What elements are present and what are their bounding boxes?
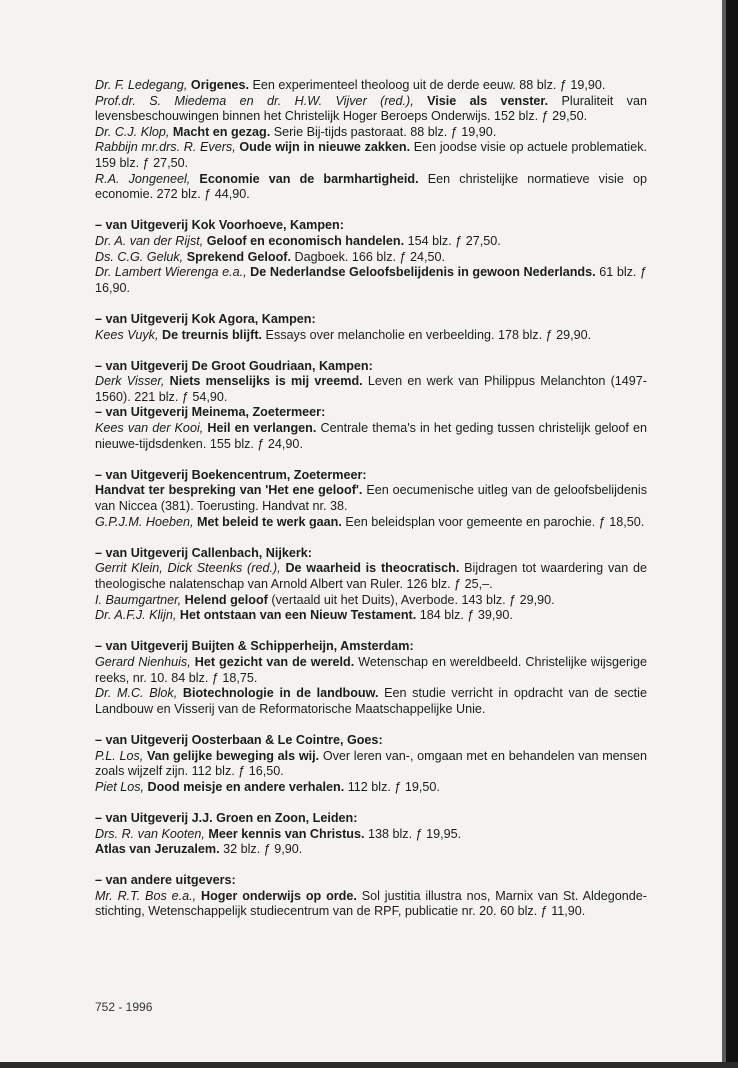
publisher-group [95,218,647,296]
book-description: Wetenschap en wereldbeeld. Christelijke wijsgerige reeks, nr. 10. 84 blz. ƒ 18,75. [95,654,648,685]
book-description: Essays over melancholie en verbeelding. 178 blz. ƒ 29,90. [265,327,592,342]
book-title: Helend geloof [184,592,268,607]
book-author: G.P.J.M. Hoeben, [95,514,194,529]
book-description: Serie Bij-tijds pastoraat. 88 blz. ƒ 19,90. [273,124,497,139]
book-author: Dr. A. van der Rijst, [95,233,204,248]
group-spacer [95,343,647,359]
book-entry [95,483,647,514]
publisher-group [95,811,647,858]
book-author: Rabbijn mr.drs. R. Evers, [95,140,236,155]
book-author: Dr. M.C. Blok, [95,686,178,701]
book-description: Een studie verricht in opdracht van de sectie Landbouw en Visserij van de Reformatorische Maatschappelijke Unie. [95,686,647,716]
book-description: Pluraliteit van levensbeschouwingen binnen het Christelijk Hoger Beroeps Onderwijs. 152 blz. ƒ 29,50. [95,93,647,124]
book-entry [95,421,647,452]
publisher-group [95,873,647,920]
book-description: Bijdragen tot waardering van de theologische nalatenschap van Arnold Albert van Ruler. 126 blz. ƒ 25,–. [95,561,648,591]
book-title: Meer kennis van Christus. [208,826,365,841]
book-entry [95,608,647,624]
book-entry [95,686,647,717]
book-title: Het gezicht van de wereld. [194,654,355,669]
book-title: De treurnis blijft. [161,327,263,342]
book-author: Kees van der Kooi, [95,421,204,436]
book-entry [95,749,647,780]
publisher-heading: – van Uitgeverij Buijten & Schipperheijn, Amsterdam: [95,639,414,654]
book-description: Over leren van-, omgaan met en behandelen van mensen zoals wijzelf zijn. 112 blz. ƒ 16,50. [95,748,647,779]
book-title: Van gelijke beweging als wij. [146,748,320,763]
publisher-group [95,546,647,624]
book-author: Prof.dr. S. Miedema en dr. H.W. Vijver (red.), [95,93,414,108]
book-author: I. Baumgartner, [95,592,182,607]
book-description: Een joodse visie op actuele problematiek. 159 blz. ƒ 27,50. [95,140,648,170]
book-description: Een oecumenische uitleg van de geloofsbelijdenis van Niccea (381). Toerusting. Handvat nr. 38. [95,483,648,514]
group-spacer [95,795,647,811]
book-entry [95,250,647,266]
book-author: Dr. Lambert Wierenga e.a., [95,265,247,280]
book-author: Kees Vuyk, [95,327,159,342]
book-author: Dr. C.J. Klop, [95,124,170,139]
book-title: De waarheid is theocratisch. [285,561,460,576]
book-title: Sprekend Geloof. [186,249,291,264]
publisher-group [95,733,647,795]
group-spacer [95,858,647,874]
book-author: R.A. Jongeneel, [95,171,191,186]
book-entry [95,827,647,843]
publisher-group [95,359,647,406]
publisher-heading: – van Uitgeverij Meinema, Zoetermeer: [95,405,326,420]
book-author: Gerrit Klein, Dick Steenks (red.), [95,561,281,576]
book-entry [95,265,647,296]
book-entry [95,125,647,141]
book-description: Een experimenteel theoloog uit de derde eeuw. 88 blz. ƒ 19,90. [252,78,606,92]
book-description: 61 blz. ƒ 16,90. [95,265,648,295]
book-entry [95,842,647,858]
book-title: De Nederlandse Geloofsbelijdenis in gewoon Nederlands. [250,265,596,280]
book-title: Dood meisje en andere verhalen. [147,779,345,794]
book-title: Heil en verlangen. [207,421,317,436]
book-author: Drs. R. van Kooten, [95,826,205,841]
book-description: Centrale thema's in het geding tussen christelijk geloof en nieuwe-tijdsdenken. 155 blz. ƒ 24,90. [95,421,647,451]
publisher-group [95,468,647,530]
book-description: 138 blz. ƒ 19,95. [367,826,462,841]
book-entry [95,593,647,609]
book-entry [95,655,647,686]
book-author: Gerard Nienhuis, [95,654,191,669]
book-title: Biotechnologie in de landbouw. [182,686,379,701]
book-title: Niets menselijks is mij vreemd. [169,374,363,389]
publisher-heading: – van Uitgeverij Oosterbaan & Le Cointre, Goes: [95,732,383,747]
book-author: Mr. R.T. Bos e.a., [95,888,197,903]
book-title: Geloof en economisch handelen. [206,233,405,248]
book-list [95,78,647,920]
book-entry [95,140,647,171]
book-title: Macht en gezag. [172,124,271,139]
group-spacer [95,296,647,312]
publisher-heading: – van Uitgeverij Kok Voorhoeve, Kampen: [95,218,344,233]
publisher-group [95,312,647,343]
book-author: Dr. A.F.J. Klijn, [95,608,177,623]
publisher-group [95,405,647,452]
book-entry [95,78,647,94]
book-author: Derk Visser, [95,374,165,389]
book-description: Dagboek. 166 blz. ƒ 24,50. [294,249,446,264]
book-title: Oude wijn in nieuwe zakken. [239,140,411,155]
book-description: Een christelijke normatieve visie op economie. 272 blz. ƒ 44,90. [95,171,648,202]
book-entry [95,234,647,250]
book-description: Leven en werk van Philippus Melanchton (1497-1560). 221 blz. ƒ 54,90. [95,374,647,404]
group-spacer [95,452,647,468]
book-title: Origenes. [190,78,250,92]
publisher-heading: – van Uitgeverij Callenbach, Nijkerk: [95,545,312,560]
book-description: 32 blz. ƒ 9,90. [223,842,303,857]
book-description: 154 blz. ƒ 27,50. [407,233,501,248]
book-author: Dr. F. Ledegang, [95,78,188,92]
group-spacer [95,717,647,733]
book-title: Het ontstaan van een Nieuw Testament. [179,608,417,623]
book-entry [95,328,647,344]
book-entry [95,780,647,796]
book-entry [95,561,647,592]
book-title: Hoger onderwijs op orde. [200,888,357,903]
book-author: Piet Los, [95,779,145,794]
book-title: Atlas van Jeruzalem. [95,842,220,857]
book-author: Ds. C.G. Geluk, [95,249,184,264]
publisher-heading: – van Uitgeverij Boekencentrum, Zoetermeer: [95,467,367,482]
group-spacer [95,530,647,546]
book-entry [95,94,647,125]
book-entry [95,515,647,531]
book-entry [95,172,647,203]
page-edge-bottom [0,1062,738,1068]
publisher-heading: – van andere uitgevers: [95,873,236,888]
book-title: Economie van de barmhartigheid. [199,171,419,186]
book-title: Met beleid te werk gaan. [196,514,342,529]
page-edge [726,0,738,1068]
book-description: Sol justitia illustra nos, Marnix van St. Aldegonde-stichting, Wetenschappelijk studiecentrum van de RPF, publicatie nr. 20. 60 blz. ƒ 11,90. [95,888,648,919]
book-description: (vertaald uit het Duits), Averbode. 143 blz. ƒ 29,90. [271,592,555,607]
book-description: 112 blz. ƒ 19,50. [347,779,440,794]
book-description: 184 blz. ƒ 39,90. [419,608,513,623]
book-title: Handvat ter bespreking van 'Het ene geloof'. [95,483,363,498]
book-title: Visie als venster. [427,93,549,108]
group-spacer [95,203,647,219]
book-description: Een beleidsplan voor gemeente en parochie. ƒ 18,50. [345,514,645,529]
publisher-heading: – van Uitgeverij De Groot Goudriaan, Kampen: [95,358,373,373]
publisher-heading: – van Uitgeverij Kok Agora, Kampen: [95,311,316,326]
book-entry [95,889,647,920]
book-author: P.L. Los, [95,748,144,763]
publisher-group [95,78,647,203]
publisher-group [95,639,647,717]
book-entry [95,374,647,405]
page-footer: 752 - 1996 [95,1000,153,1014]
publisher-heading: – van Uitgeverij J.J. Groen en Zoon, Leiden: [95,810,358,825]
group-spacer [95,624,647,640]
